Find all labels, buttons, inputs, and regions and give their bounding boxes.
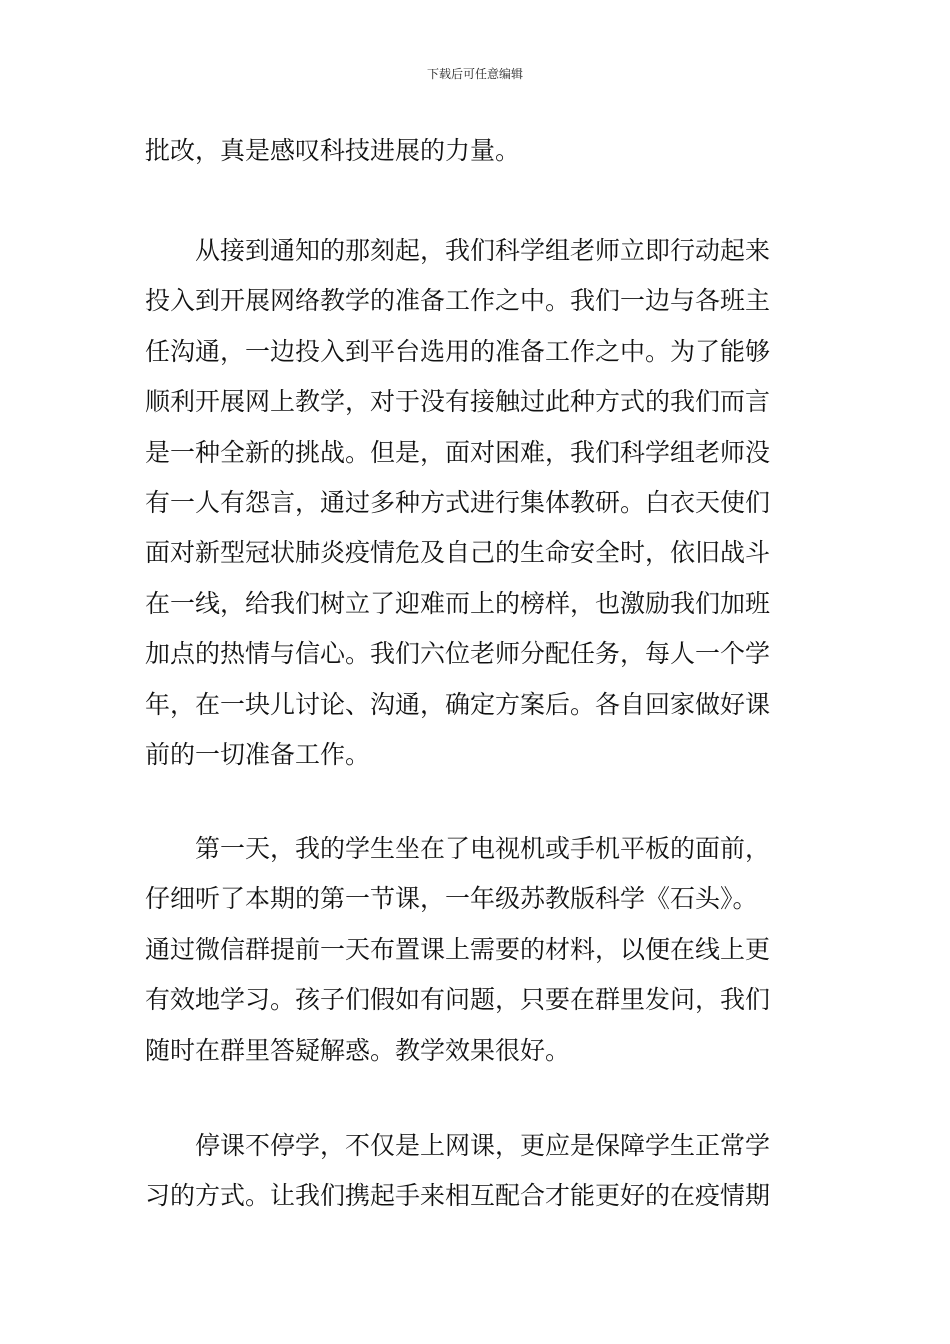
- text-line: 习的方式。让我们携起手来相互配合才能更好的在疫情期: [145, 1181, 771, 1211]
- paragraph-conclusion: [145, 1121, 805, 1222]
- text-line: 顺利开展网上教学，对于没有接触过此种方式的我们而言: [145, 387, 771, 417]
- text-line: 第一天，我的学生坐在了电视机或手机平板的面前，: [195, 834, 771, 863]
- text-line: 加点的热情与信心。我们六位老师分配任务，每人一个学: [145, 639, 771, 669]
- text-line: 随时在群里答疑解惑。教学效果很好。: [145, 1035, 571, 1065]
- text-line: 有一人有怨言，通过多种方式进行集体教研。白衣天使们: [145, 488, 771, 518]
- text-line: 仔细听了本期的第一节课，一年级苏教版科学《石头》。: [145, 884, 758, 914]
- paragraph-preparation: [145, 226, 805, 780]
- text-line: 批改，真是感叹科技进展的力量。: [145, 136, 521, 165]
- paragraph-first-day: [145, 824, 805, 1076]
- paragraph-continuation: [145, 126, 805, 176]
- text-line: 是一种全新的挑战。但是，面对困难，我们科学组老师没: [145, 437, 771, 467]
- text-line: 通过微信群提前一天布置课上需要的材料，以便在线上更: [145, 934, 771, 964]
- text-line: 从接到通知的那刻起，我们科学组老师立即行动起来: [195, 236, 771, 265]
- text-line: 投入到开展网络教学的准备工作之中。我们一边与各班主: [145, 286, 771, 316]
- text-line: 前的一切准备工作。: [145, 740, 371, 770]
- page-header: 下载后可任意编辑: [426, 67, 523, 81]
- text-line: 停课不停学，不仅是上网课，更应是保障学生正常学: [195, 1131, 771, 1160]
- text-line: 在一线，给我们树立了迎难而上的榜样，也激励我们加班: [145, 588, 771, 618]
- text-line: 任沟通，一边投入到平台选用的准备工作之中。为了能够: [145, 336, 771, 366]
- text-line: 面对新型冠状肺炎疫情危及自己的生命安全时，依旧战斗: [145, 538, 771, 568]
- text-line: 有效地学习。孩子们假如有问题，只要在群里发问，我们: [145, 985, 771, 1015]
- text-line: 年，在一块儿讨论、沟通，确定方案后。各自回家做好课: [145, 689, 771, 719]
